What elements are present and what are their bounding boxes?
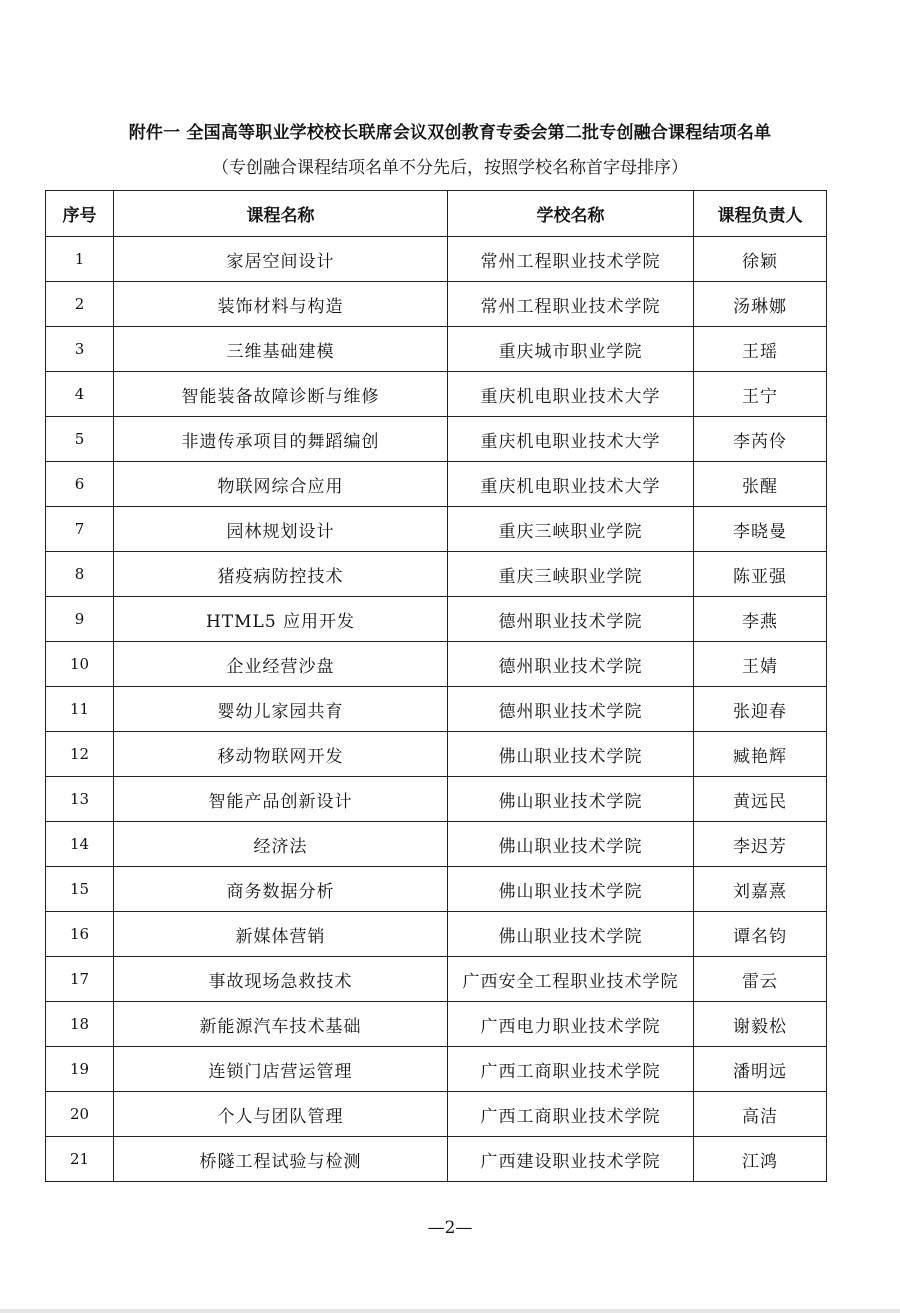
cell-school-name: 重庆机电职业技术大学 bbox=[448, 417, 694, 462]
page-bottom-edge bbox=[0, 1309, 900, 1313]
cell-course-name: 物联网综合应用 bbox=[114, 462, 448, 507]
cell-school-name: 德州职业技术学院 bbox=[448, 597, 694, 642]
cell-index: 21 bbox=[46, 1137, 114, 1182]
table-row bbox=[46, 1002, 827, 1047]
table-row bbox=[46, 777, 827, 822]
cell-index: 18 bbox=[46, 1002, 114, 1047]
cell-course-name: 新能源汽车技术基础 bbox=[114, 1002, 448, 1047]
cell-school-name: 佛山职业技术学院 bbox=[448, 912, 694, 957]
cell-course-leader: 潘明远 bbox=[694, 1047, 827, 1092]
cell-index: 5 bbox=[46, 417, 114, 462]
cell-course-leader: 张迎春 bbox=[694, 687, 827, 732]
cell-index: 14 bbox=[46, 822, 114, 867]
cell-course-name: 桥隧工程试验与检测 bbox=[114, 1137, 448, 1182]
cell-school-name: 广西工商职业技术学院 bbox=[448, 1047, 694, 1092]
cell-school-name: 常州工程职业技术学院 bbox=[448, 282, 694, 327]
header-course-name: 课程名称 bbox=[114, 191, 448, 237]
table-row bbox=[46, 327, 827, 372]
table-row bbox=[46, 372, 827, 417]
cell-school-name: 常州工程职业技术学院 bbox=[448, 237, 694, 282]
cell-school-name: 重庆机电职业技术大学 bbox=[448, 372, 694, 417]
header-course-leader: 课程负责人 bbox=[694, 191, 827, 237]
cell-index: 1 bbox=[46, 237, 114, 282]
cell-course-leader: 臧艳辉 bbox=[694, 732, 827, 777]
cell-index: 8 bbox=[46, 552, 114, 597]
cell-course-name: 婴幼儿家园共育 bbox=[114, 687, 448, 732]
cell-course-leader: 谭名钧 bbox=[694, 912, 827, 957]
table-row bbox=[46, 552, 827, 597]
document-subtitle: （专创融合课程结项名单不分先后，按照学校名称首字母排序） bbox=[212, 158, 688, 178]
cell-school-name: 广西工商职业技术学院 bbox=[448, 1092, 694, 1137]
cell-course-leader: 高洁 bbox=[694, 1092, 827, 1137]
cell-school-name: 佛山职业技术学院 bbox=[448, 867, 694, 912]
cell-course-name: 智能产品创新设计 bbox=[114, 777, 448, 822]
cell-course-name: 家居空间设计 bbox=[114, 237, 448, 282]
cell-course-name: 猪疫病防控技术 bbox=[114, 552, 448, 597]
cell-index: 7 bbox=[46, 507, 114, 552]
cell-course-leader: 徐颖 bbox=[694, 237, 827, 282]
table-row bbox=[46, 417, 827, 462]
cell-course-leader: 李迟芳 bbox=[694, 822, 827, 867]
cell-course-leader: 黄远民 bbox=[694, 777, 827, 822]
table-header-row bbox=[46, 191, 827, 237]
cell-school-name: 重庆三峡职业学院 bbox=[448, 552, 694, 597]
table-row bbox=[46, 867, 827, 912]
table-row bbox=[46, 507, 827, 552]
cell-course-name: 个人与团队管理 bbox=[114, 1092, 448, 1137]
cell-school-name: 广西电力职业技术学院 bbox=[448, 1002, 694, 1047]
cell-index: 6 bbox=[46, 462, 114, 507]
header-index: 序号 bbox=[46, 191, 114, 237]
cell-course-name: 三维基础建模 bbox=[114, 327, 448, 372]
cell-index: 12 bbox=[46, 732, 114, 777]
cell-index: 10 bbox=[46, 642, 114, 687]
table-row bbox=[46, 237, 827, 282]
cell-index: 11 bbox=[46, 687, 114, 732]
cell-course-leader: 张醒 bbox=[694, 462, 827, 507]
cell-course-name: 经济法 bbox=[114, 822, 448, 867]
cell-course-name: 事故现场急救技术 bbox=[114, 957, 448, 1002]
header-school-name: 学校名称 bbox=[448, 191, 694, 237]
cell-course-leader: 王宁 bbox=[694, 372, 827, 417]
cell-course-name: 装饰材料与构造 bbox=[114, 282, 448, 327]
cell-course-name: 连锁门店营运管理 bbox=[114, 1047, 448, 1092]
cell-school-name: 佛山职业技术学院 bbox=[448, 777, 694, 822]
table-body bbox=[46, 237, 827, 1182]
cell-course-leader: 江鸿 bbox=[694, 1137, 827, 1182]
cell-index: 3 bbox=[46, 327, 114, 372]
cell-school-name: 德州职业技术学院 bbox=[448, 642, 694, 687]
cell-school-name: 重庆机电职业技术大学 bbox=[448, 462, 694, 507]
table-row bbox=[46, 1137, 827, 1182]
cell-index: 9 bbox=[46, 597, 114, 642]
table-row bbox=[46, 642, 827, 687]
cell-index: 20 bbox=[46, 1092, 114, 1137]
cell-index: 2 bbox=[46, 282, 114, 327]
table-row bbox=[46, 597, 827, 642]
cell-school-name: 重庆三峡职业学院 bbox=[448, 507, 694, 552]
table-row bbox=[46, 282, 827, 327]
table-row bbox=[46, 687, 827, 732]
cell-course-leader: 汤琳娜 bbox=[694, 282, 827, 327]
cell-course-leader: 谢毅松 bbox=[694, 1002, 827, 1047]
table-row bbox=[46, 912, 827, 957]
cell-course-leader: 王婧 bbox=[694, 642, 827, 687]
cell-course-name: 企业经营沙盘 bbox=[114, 642, 448, 687]
cell-index: 4 bbox=[46, 372, 114, 417]
cell-course-leader: 陈亚强 bbox=[694, 552, 827, 597]
cell-index: 19 bbox=[46, 1047, 114, 1092]
table-row bbox=[46, 822, 827, 867]
cell-course-leader: 李燕 bbox=[694, 597, 827, 642]
table-row bbox=[46, 462, 827, 507]
cell-school-name: 德州职业技术学院 bbox=[448, 687, 694, 732]
cell-index: 16 bbox=[46, 912, 114, 957]
cell-course-name: 非遗传承项目的舞蹈编创 bbox=[114, 417, 448, 462]
cell-school-name: 重庆城市职业学院 bbox=[448, 327, 694, 372]
cell-index: 17 bbox=[46, 957, 114, 1002]
cell-course-name: 商务数据分析 bbox=[114, 867, 448, 912]
cell-index: 15 bbox=[46, 867, 114, 912]
table-row bbox=[46, 1047, 827, 1092]
cell-course-leader: 王瑶 bbox=[694, 327, 827, 372]
cell-course-name: 园林规划设计 bbox=[114, 507, 448, 552]
cell-course-name: HTML5 应用开发 bbox=[114, 597, 448, 642]
table-row bbox=[46, 732, 827, 777]
cell-course-name: 智能装备故障诊断与维修 bbox=[114, 372, 448, 417]
page-number: —2— bbox=[427, 1218, 473, 1238]
cell-course-leader: 刘嘉熹 bbox=[694, 867, 827, 912]
cell-course-leader: 李芮伶 bbox=[694, 417, 827, 462]
document-title: 附件一 全国高等职业学校校长联席会议双创教育专委会第二批专创融合课程结项名单 bbox=[128, 123, 772, 143]
cell-index: 13 bbox=[46, 777, 114, 822]
table-row bbox=[46, 1092, 827, 1137]
cell-school-name: 佛山职业技术学院 bbox=[448, 822, 694, 867]
cell-school-name: 佛山职业技术学院 bbox=[448, 732, 694, 777]
cell-course-leader: 雷云 bbox=[694, 957, 827, 1002]
cell-course-name: 新媒体营销 bbox=[114, 912, 448, 957]
cell-school-name: 广西建设职业技术学院 bbox=[448, 1137, 694, 1182]
course-list-table bbox=[45, 190, 827, 1182]
cell-course-name: 移动物联网开发 bbox=[114, 732, 448, 777]
table-row bbox=[46, 957, 827, 1002]
cell-school-name: 广西安全工程职业技术学院 bbox=[448, 957, 694, 1002]
cell-course-leader: 李晓曼 bbox=[694, 507, 827, 552]
